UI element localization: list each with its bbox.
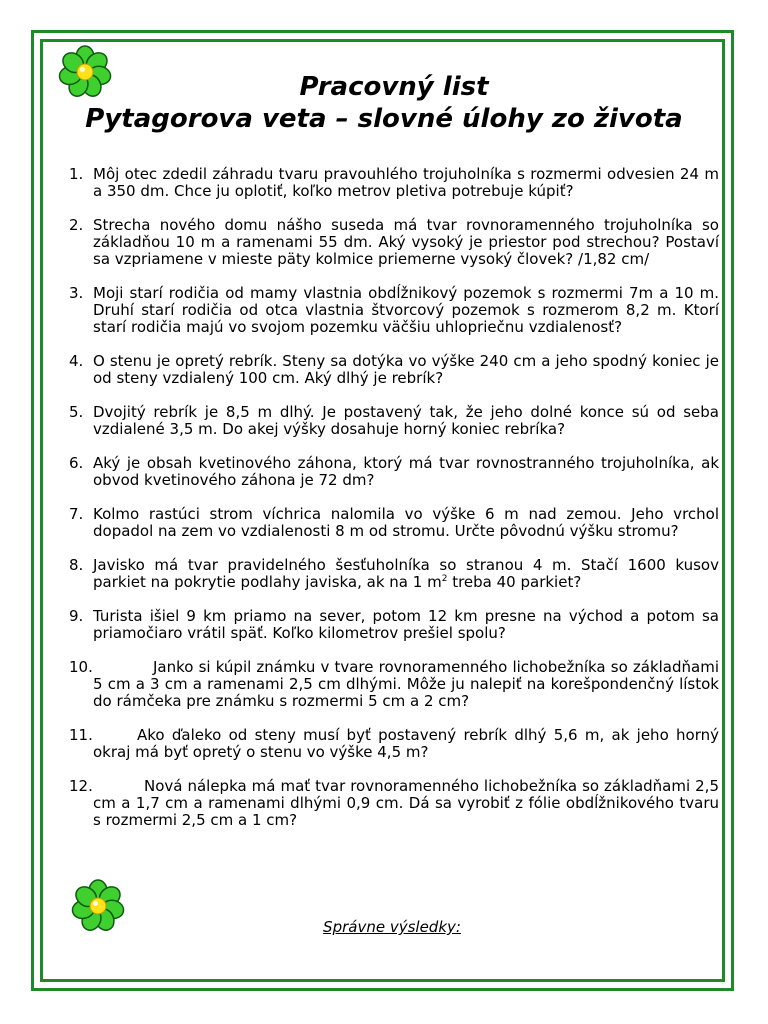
problem-text: Dvojitý rebrík je 8,5 m dlhý. Je postavený tak, že jeho dolné konce sú od seba vzdialené 3,5 m. Do akej výšky dosahuje horný koniec rebríka? [93,403,719,438]
problem-list [69,166,719,846]
problem-text: Janko si kúpil známku v tvare rovnoramenného lichobežníka so základňami 5 cm a 3 cm a ramenami 2,5 cm dlhými. Môže ju nalepiť na korešpondenčný lístok do rámčeka pre známku s rozmermi 5 cm a 2 cm? [93,658,719,710]
problem-number: 7. [69,505,84,523]
problem-number: 1. [69,165,84,183]
problem-item [69,778,719,829]
problem-text: Môj otec zdedil záhradu tvaru pravouhlého trojuholníka s rozmermi odvesien 24 m a 350 dm. Chce ju oplotiť, koľko metrov pletiva potrebuje kúpiť? [93,165,719,200]
problem-item [69,217,719,268]
superscript: 2 [441,574,448,584]
problem-item [69,557,719,591]
problem-number: 3. [69,284,84,302]
problem-text: Nová nálepka má mať tvar rovnoramenného lichobežníka so základňami 2,5 cm a 1,7 cm a ramenami dlhými 0,9 cm. Dá sa vyrobiť z fólie obdĺžnikového tvaru s rozmermi 2,5 cm a 1 cm? [93,777,719,829]
problem-text: Moji starí rodičia od mamy vlastnia obdĺžnikový pozemok s rozmermi 7m a 10 m. Druhí starí rodičia od otca vlastnia štvorcový pozemok s rozmerom 8,2 m. Ktorí starí rodičia majú vo svojom pozemku väčšiu uhlopriečnu vzdialenosť? [93,284,719,336]
problem-item [69,166,719,200]
worksheet-title: Pracovný list [299,72,489,102]
problem-number: 2. [69,216,84,234]
results-heading: Správne výsledky: [323,918,461,936]
problem-text-part: Javisko má tvar pravidelného šesťuholníka so stranou 4 m. Stačí 1600 kusov parkiet na pokrytie podlahy javiska, ak na 1 m [93,556,719,591]
worksheet-subtitle: Pytagorova veta – slovné úlohy zo života [85,104,683,134]
problem-item [69,455,719,489]
problem-text [93,556,719,591]
problem-text: Aký je obsah kvetinového záhona, ktorý má tvar rovnostranného trojuholníka, ak obvod kvetinového záhona je 72 dm? [93,454,719,489]
problem-number: 11. [69,726,93,744]
problem-number: 9. [69,607,84,625]
problem-item [69,727,719,761]
problem-text: O stenu je opretý rebrík. Steny sa dotýka vo výške 240 cm a jeho spodný koniec je od steny vzdialený 100 cm. Aký dlhý je rebrík? [93,352,719,387]
problem-number: 6. [69,454,84,472]
problem-item [69,353,719,387]
problem-text: Strecha nového domu nášho suseda má tvar rovnoramenného trojuholníka so základňou 10 m a ramenami 55 dm. Aký vysoký je priestor pod strechou? Postaví sa vzpriamene v mieste päty kolmice priemerne vysoký človek? /1,82 cm/ [93,216,719,268]
problem-item [69,608,719,642]
problem-number: 5. [69,403,84,421]
problem-item [69,659,719,710]
problem-text: Turista išiel 9 km priamo na sever, potom 12 km presne na východ a potom sa priamočiaro vrátil späť. Koľko kilometrov prešiel spolu? [93,607,719,642]
problem-number: 10. [69,658,93,676]
problem-text: Kolmo rastúci strom víchrica nalomila vo výške 6 m nad zemou. Jeho vrchol dopadol na zem vo vzdialenosti 8 m od stromu. Určte pôvodnú výšku stromu? [93,505,719,540]
problem-item [69,404,719,438]
problem-number: 8. [69,556,84,574]
problem-item [69,285,719,336]
problem-text-part: treba 40 parkiet? [447,573,582,591]
problem-item [69,506,719,540]
problem-text: Ako ďaleko od steny musí byť postavený rebrík dlhý 5,6 m, ak jeho horný okraj má byť opretý o stenu vo výške 4,5 m? [93,726,719,761]
problem-number: 4. [69,352,84,370]
problem-number: 12. [69,777,93,795]
